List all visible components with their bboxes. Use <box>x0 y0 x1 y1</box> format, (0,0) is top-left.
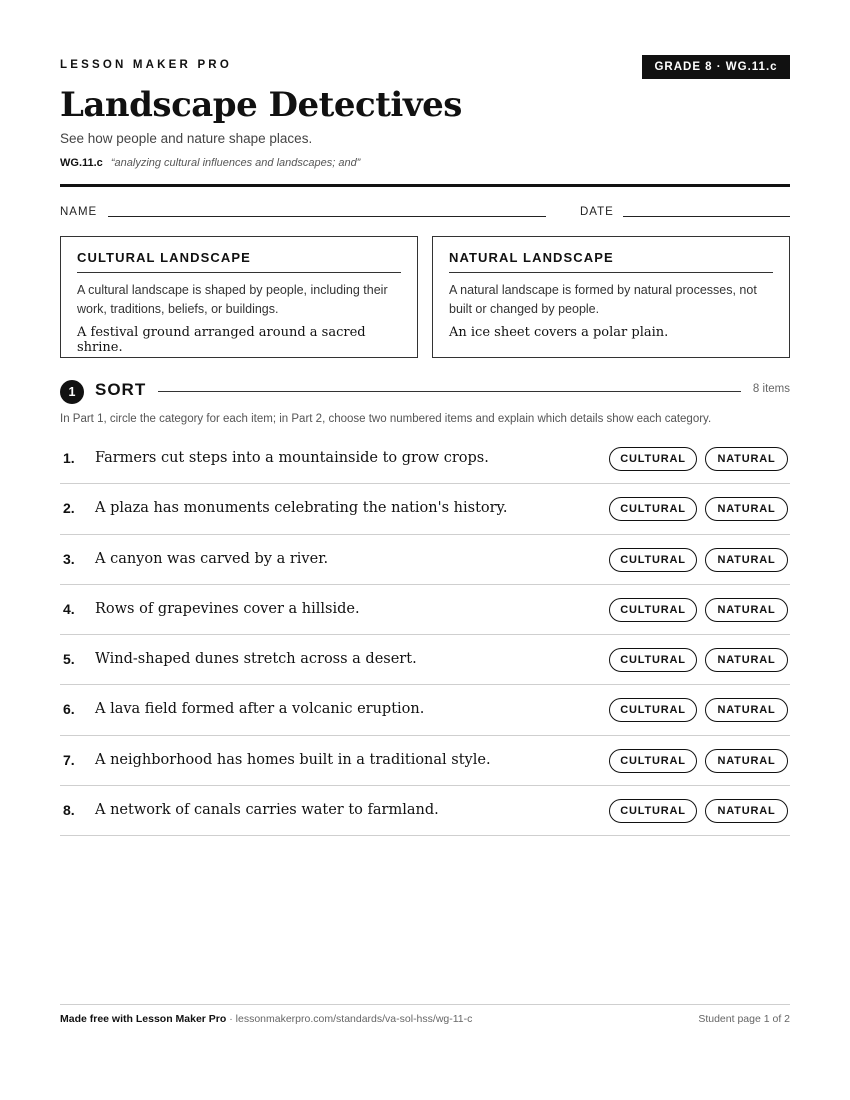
section-number-badge: 1 <box>60 380 84 404</box>
standard-quote: “analyzing cultural influences and landscapes; and” <box>110 157 361 169</box>
header-divider <box>60 184 790 187</box>
item-text: A neighborhood has homes built in a traditional style. <box>95 751 491 768</box>
list-item <box>60 434 790 484</box>
natural-choice[interactable]: NATURAL <box>705 648 788 672</box>
name-label: NAME <box>60 206 98 218</box>
list-item <box>60 484 790 534</box>
natural-choice[interactable]: NATURAL <box>705 698 788 722</box>
cultural-choice[interactable]: CULTURAL <box>609 497 697 521</box>
list-item <box>60 685 790 735</box>
natural-choice[interactable]: NATURAL <box>705 598 788 622</box>
section-title: SORT <box>95 380 147 399</box>
item-text: Farmers cut steps into a mountainside to grow crops. <box>95 450 489 466</box>
cultural-choice[interactable]: CULTURAL <box>609 799 697 823</box>
list-item <box>60 786 790 836</box>
item-text: Rows of grapevines cover a hillside. <box>95 600 360 617</box>
list-item <box>60 585 790 635</box>
item-count: 8 items <box>752 383 790 395</box>
cultural-choice[interactable]: CULTURAL <box>609 648 697 672</box>
page-title: Landscape Detectives <box>60 85 462 125</box>
footer-made-with: Made free with Lesson Maker Pro <box>60 1013 227 1025</box>
name-field[interactable] <box>108 216 546 217</box>
cultural-choice[interactable]: CULTURAL <box>609 598 697 622</box>
item-text: A plaza has monuments celebrating the nation's history. <box>95 500 508 517</box>
card-title: CULTURAL LANDSCAPE <box>77 250 401 273</box>
natural-choice[interactable]: NATURAL <box>705 749 788 773</box>
natural-choice[interactable]: NATURAL <box>705 548 788 572</box>
section-divider <box>158 391 741 392</box>
brand-name: LESSON MAKER PRO <box>60 59 232 71</box>
cultural-choice[interactable]: CULTURAL <box>609 749 697 773</box>
item-number: 6. <box>63 701 75 718</box>
cultural-landscape-card <box>60 236 418 358</box>
section-instructions: In Part 1, circle the category for each item; in Part 2, choose two numbered items and explain which details show each category. <box>60 413 712 425</box>
date-field[interactable] <box>623 216 790 217</box>
item-text: A lava field formed after a volcanic eruption. <box>95 701 425 718</box>
card-example: An ice sheet covers a polar plain. <box>449 325 669 340</box>
cultural-choice[interactable]: CULTURAL <box>609 447 697 471</box>
footer-credit <box>60 1013 472 1025</box>
item-number: 4. <box>63 600 75 617</box>
footer-separator: · <box>226 1013 236 1025</box>
card-title: NATURAL LANDSCAPE <box>449 250 773 273</box>
item-number: 7. <box>63 751 75 768</box>
grade-badge: GRADE 8 · WG.11.c <box>642 55 790 79</box>
page-subtitle: See how people and nature shape places. <box>60 131 313 146</box>
standard-reference <box>60 157 360 169</box>
cultural-choice[interactable]: CULTURAL <box>609 698 697 722</box>
card-definition: A cultural landscape is shaped by people, including their work, traditions, beliefs, or buildings. <box>77 283 388 316</box>
footer-divider <box>60 1004 790 1005</box>
item-text: A network of canals carries water to farmland. <box>95 802 439 819</box>
natural-landscape-card <box>432 236 790 358</box>
list-item <box>60 535 790 585</box>
item-number: 3. <box>63 550 75 567</box>
footer-url[interactable]: lessonmakerpro.com/standards/va-sol-hss/wg-11-c <box>235 1013 473 1025</box>
item-number: 2. <box>63 500 75 517</box>
page-indicator: Student page 1 of 2 <box>698 1013 790 1025</box>
natural-choice[interactable]: NATURAL <box>705 447 788 471</box>
list-item <box>60 736 790 786</box>
card-example: A festival ground arranged around a sacred shrine. <box>77 325 366 355</box>
item-number: 1. <box>63 450 75 466</box>
natural-choice[interactable]: NATURAL <box>705 799 788 823</box>
item-number: 5. <box>63 651 75 668</box>
sort-items-list <box>60 434 790 836</box>
date-label: DATE <box>580 206 614 218</box>
card-definition: A natural landscape is formed by natural processes, not built or changed by people. <box>449 283 757 316</box>
natural-choice[interactable]: NATURAL <box>705 497 788 521</box>
item-text: A canyon was carved by a river. <box>95 550 329 567</box>
item-number: 8. <box>63 802 75 819</box>
cultural-choice[interactable]: CULTURAL <box>609 548 697 572</box>
list-item <box>60 635 790 685</box>
item-text: Wind-shaped dunes stretch across a desert. <box>95 651 417 668</box>
standard-code: WG.11.c <box>60 157 103 169</box>
